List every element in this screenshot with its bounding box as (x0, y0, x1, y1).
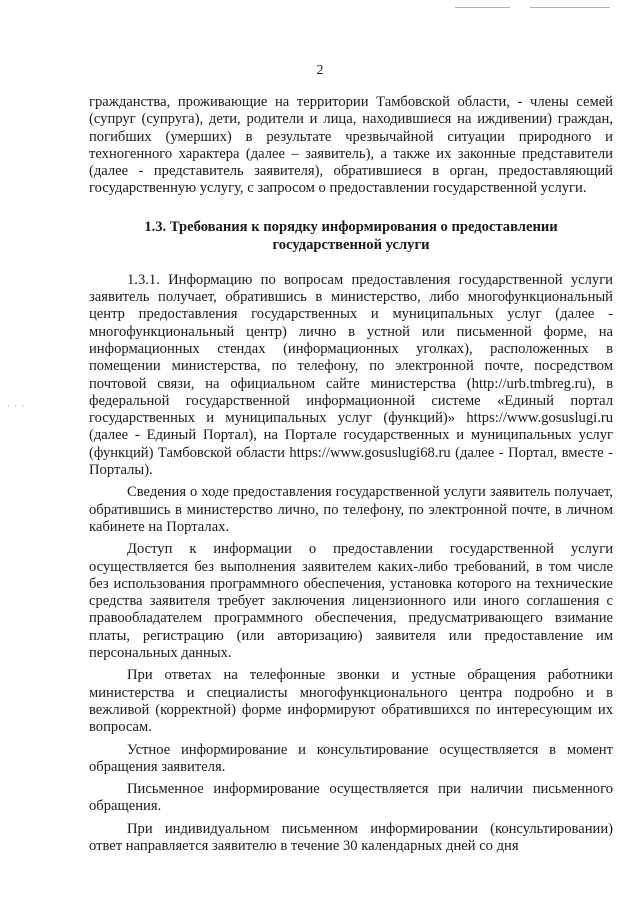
paragraph-oral-info: Устное информирование и консультирование осуществляется в момент обращения заявителя. (89, 741, 613, 775)
paragraph-phone-answers: При ответах на телефонные звонки и устные обращения работники министерства и специалисты многофункционального центра подробно и в вежливой (корректной) форме информируют обратившихся по интересующим их вопросам. (89, 667, 613, 736)
paragraph-written-info: Письменное информирование осуществляется при наличии письменного обращения. (89, 781, 613, 815)
margin-marks: · · · (7, 401, 26, 411)
paragraph-status-info: Сведения о ходе предоставления государственной услуги заявитель получает, обратившись в министерство лично, по телефону, по электронной почте, в личном кабинете на Порталах. (89, 484, 613, 535)
intro-paragraph: гражданства, проживающие на территории Тамбовской области, - члены семей (супруг (супруга), дети, родители и лица, находившиеся на иждивении) граждан, погибших (умерших) в результате чрезвычайной ситуации природного и техногенного характера (далее – заявитель), а также их законные представители (далее - представитель заявителя), обратившиеся в орган, предоставляющий государственную услугу, с запросом о предоставлении государственной услуги. (89, 94, 613, 197)
section-heading: 1.3. Требования к порядку информирования о предоставлении государственной услуги (144, 218, 558, 253)
paragraph-access: Доступ к информации о предоставлении государственной услуги осуществляется без выполнения заявителем каких-либо требований, в том числе без использования программного обеспечения, установка которого на технические средства заявителя требует заключения лицензионного или иного соглашения с правообладателем программного обеспечения, предусматривающего взимание платы, регистрацию (или авторизацию) заявителя или предоставление им персональных данных. (89, 541, 613, 662)
scan-artifact-line (455, 7, 510, 8)
paragraph-1-3-1: 1.3.1. Информацию по вопросам предоставления государственной услуги заявитель получает, обратившись в министерство, либо многофункциональный центр предоставления государственных и муниципальных услуг (далее - многофункциональный центр) лично в устной или письменной форме, на информационных стендах (информационных уголках), расположенных в помещении министерства, по телефону, по электронной почте, посредством почтовой связи, на официальном сайте министерства (http://urb.tmbreg.ru), в федеральной государственной информационной системе «Единый портал государственных и муниципальных услуг (функций)» https://www.gosuslugi.ru (далее - Единый Портал), на Портале государственных и муниципальных услуг (функций) Тамбовской области https://www.gosuslugi68.ru (далее - Портал, вместе - Порталы). (89, 271, 613, 479)
document-body (89, 94, 613, 860)
paragraph-individual-written: При индивидуальном письменном информировании (консультировании) ответ направляется заявителю в течение 30 календарных дней со дня (89, 820, 613, 854)
scan-artifact-line (530, 7, 610, 8)
page-number: 2 (316, 63, 324, 78)
